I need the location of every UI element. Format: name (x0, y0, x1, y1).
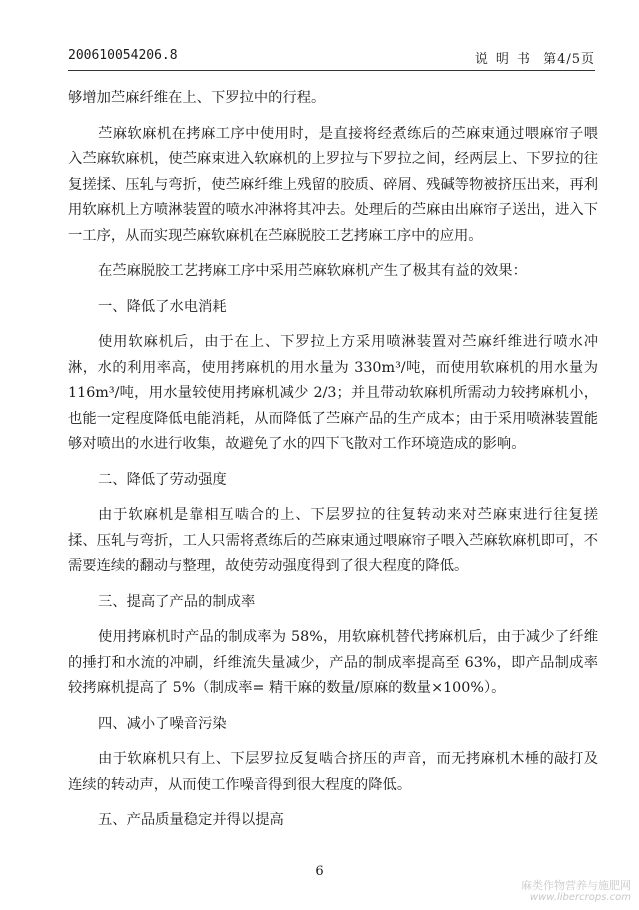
section-heading: 四、减小了噪音污染 (98, 715, 227, 732)
header-right (475, 48, 595, 67)
paragraph: 由于软麻机只有上、下层罗拉反复啮合挤压的声音，而无拷麻机木棰的敲打及连续的转动声，从而使工作噪音得到很大程度的降低。 (68, 751, 598, 793)
header-divider (68, 70, 595, 71)
paragraph: 够增加苎麻纤维在上、下罗拉中的行程。 (68, 90, 326, 106)
paragraph: 苎麻软麻机在拷麻工序中使用时，是直接将经煮练后的苎麻束通过喂麻帘子喂入苎麻软麻机，使苎麻束进入软麻机的上罗拉与下罗拉之间，经两层上、下罗拉的往复搓揉、压轧与弯折，使苎麻纤维上残留的胶质、碎屑、残碱等物被挤压出来，再利用软麻机上方喷淋装置的喷水冲淋将其冲去。处理后的苎麻由出麻帘子送出，进入下一工序，从而实现苎麻软麻机在苎麻脱胶工艺拷麻工序中的应用。 (68, 125, 598, 244)
page-label: 第4/5页 (543, 52, 595, 67)
paragraph: 在苎麻脱胶工艺拷麻工序中采用苎麻软麻机产生了极其有益的效果： (98, 263, 527, 279)
section-heading: 一、降低了水电消耗 (98, 298, 227, 315)
document-type: 说明书 (474, 52, 538, 67)
section-heading: 五、产品质量稳定并得以提高 (98, 812, 284, 828)
watermark-url: www.libercrops.com (529, 892, 631, 903)
patent-number: 200610054206.8 (68, 48, 178, 63)
paragraph: 由于软麻机是靠相互啮合的上、下层罗拉的往复转动来对苎麻束进行往复搓揉、压轧与弯折，工人只需将煮练后的苎麻束通过喂麻帘子喂入苎麻软麻机即可，不需要连续的翻动与整理，故使劳动强度得到了很大程度的降低。 (68, 507, 598, 574)
watermark-text: 麻类作物营养与施肥网 (521, 879, 631, 892)
paragraph: 使用拷麻机时产品的制成率为 58%，用软麻机替代拷麻机后，由于减少了纤维的捶打和水流的冲刷，纤维流失量减少，产品的制成率提高至 63%，即产品制成率较拷麻机提高了 5%（制成率= 精干麻的数量/原麻的数量×100%）。 (68, 629, 598, 696)
page-number: 6 (315, 864, 324, 879)
section-heading: 三、提高了产品的制成率 (98, 593, 256, 610)
document-body (68, 86, 598, 844)
section-heading: 二、降低了劳动强度 (98, 471, 227, 488)
paragraph: 使用软麻机后，由于在上、下罗拉上方采用喷淋装置对苎麻纤维进行喷水冲淋，水的利用率高，使用拷麻机的用水量为 330m³/吨，而使用软麻机的用水量为116m³/吨，用水量较使用拷麻机减少 2/3；并且带动软麻机所需动力较拷麻机小，也能一定程度降低电能消耗，从而降低了苎麻产品的生产成本；由于采用喷淋装置能够对喷出的水进行收集，故避免了水的四下飞散对工作环境造成的影响。 (68, 334, 598, 452)
watermark (521, 880, 631, 904)
page-header (68, 48, 595, 70)
